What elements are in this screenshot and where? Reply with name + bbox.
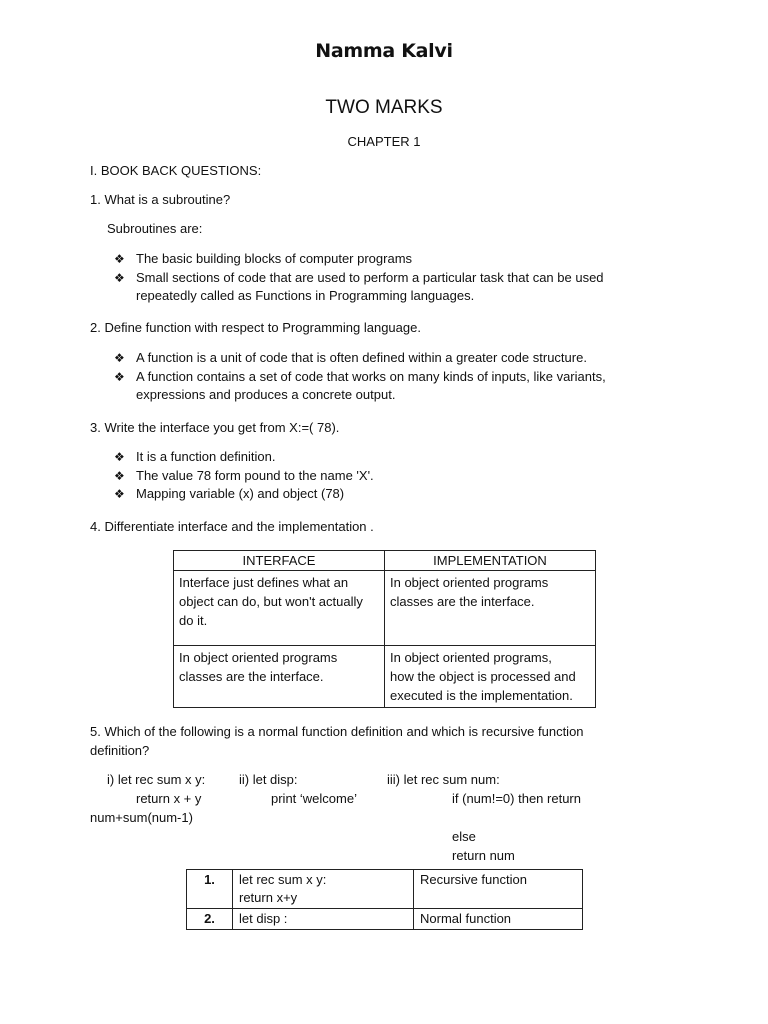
- diamond-bullet-icon: ❖: [114, 270, 125, 285]
- column-header: INTERFACE: [174, 551, 385, 571]
- column-header: IMPLEMENTATION: [385, 551, 596, 571]
- question-2: 2. Define function with respect to Programming language.: [90, 320, 421, 335]
- question-5-continuation: definition?: [90, 743, 150, 758]
- row-number: 2.: [187, 909, 233, 930]
- list-item: ❖ The value 78 form pound to the name 'X'.: [114, 467, 374, 486]
- chapter-heading: CHAPTER 1: [347, 134, 421, 149]
- list-item: ❖ A function contains a set of code that works on many kinds of inputs, like variants,: [114, 368, 606, 387]
- table-row: [174, 646, 596, 708]
- question-1-bullets: [114, 250, 604, 306]
- question-5: 5. Which of the following is a normal function definition and which is recursive function: [90, 724, 584, 739]
- table-cell: In object oriented programs classes are the interface.: [385, 571, 596, 646]
- question-1-intro: Subroutines are:: [107, 221, 203, 236]
- question-4: 4. Differentiate interface and the implementation .: [90, 519, 374, 534]
- section-heading: I. BOOK BACK QUESTIONS:: [90, 163, 262, 178]
- diamond-bullet-icon: ❖: [114, 369, 125, 384]
- list-item-continuation: expressions and produces a concrete output.: [136, 387, 396, 402]
- page-title: TWO MARKS: [325, 97, 443, 118]
- question-1: 1. What is a subroutine?: [90, 192, 231, 207]
- brand-title: Namma Kalvi: [315, 40, 453, 62]
- diamond-bullet-icon: ❖: [114, 252, 125, 266]
- table-row: [187, 909, 583, 930]
- code-line: return x + y: [136, 791, 202, 806]
- code-option-2: ii) let disp:: [239, 772, 298, 787]
- table-cell: Recursive function: [414, 870, 583, 909]
- question-3-bullets: [114, 448, 374, 504]
- table-cell: Normal function: [414, 909, 583, 930]
- question-2-bullets: [114, 349, 606, 405]
- list-item: ❖ It is a function definition.: [114, 448, 374, 467]
- diamond-bullet-icon: ❖: [114, 351, 125, 365]
- list-item-continuation: repeatedly called as Functions in Programming languages.: [136, 288, 475, 303]
- function-type-table: [186, 869, 583, 930]
- table-cell: let rec sum x y: return x+y: [233, 870, 414, 909]
- table-row: [174, 571, 596, 646]
- diamond-bullet-icon: ❖: [114, 450, 125, 464]
- code-option-3: iii) let rec sum num:: [387, 772, 500, 787]
- list-item: ❖ Small sections of code that are used to perform a particular task that can be used: [114, 269, 604, 288]
- table-cell: Interface just defines what an object can do, but won't actually do it.: [174, 571, 385, 646]
- code-line: if (num!=0) then return: [452, 791, 581, 806]
- code-line: return num: [452, 848, 515, 863]
- code-line: else: [452, 829, 476, 844]
- code-line: print ‘welcome’: [271, 791, 357, 806]
- row-number: 1.: [187, 870, 233, 909]
- table-header-row: [174, 551, 596, 571]
- question-3: 3. Write the interface you get from X:=( 78).: [90, 420, 340, 435]
- interface-implementation-table: [173, 550, 596, 708]
- table-row: [187, 870, 583, 909]
- diamond-bullet-icon: ❖: [114, 468, 125, 483]
- list-item: ❖ A function is a unit of code that is often defined within a greater code structure.: [114, 349, 606, 368]
- code-option-1: i) let rec sum x y:: [107, 772, 206, 787]
- table-cell: In object oriented programs classes are the interface.: [174, 646, 385, 708]
- list-item: ❖ Mapping variable (x) and object (78): [114, 485, 374, 504]
- table-cell: let disp :: [233, 909, 414, 930]
- diamond-bullet-icon: ❖: [114, 487, 125, 501]
- table-cell: In object oriented programs, how the object is processed and executed is the implementation.: [385, 646, 596, 708]
- list-item: ❖ The basic building blocks of computer programs: [114, 250, 604, 269]
- code-line: num+sum(num-1): [90, 810, 193, 825]
